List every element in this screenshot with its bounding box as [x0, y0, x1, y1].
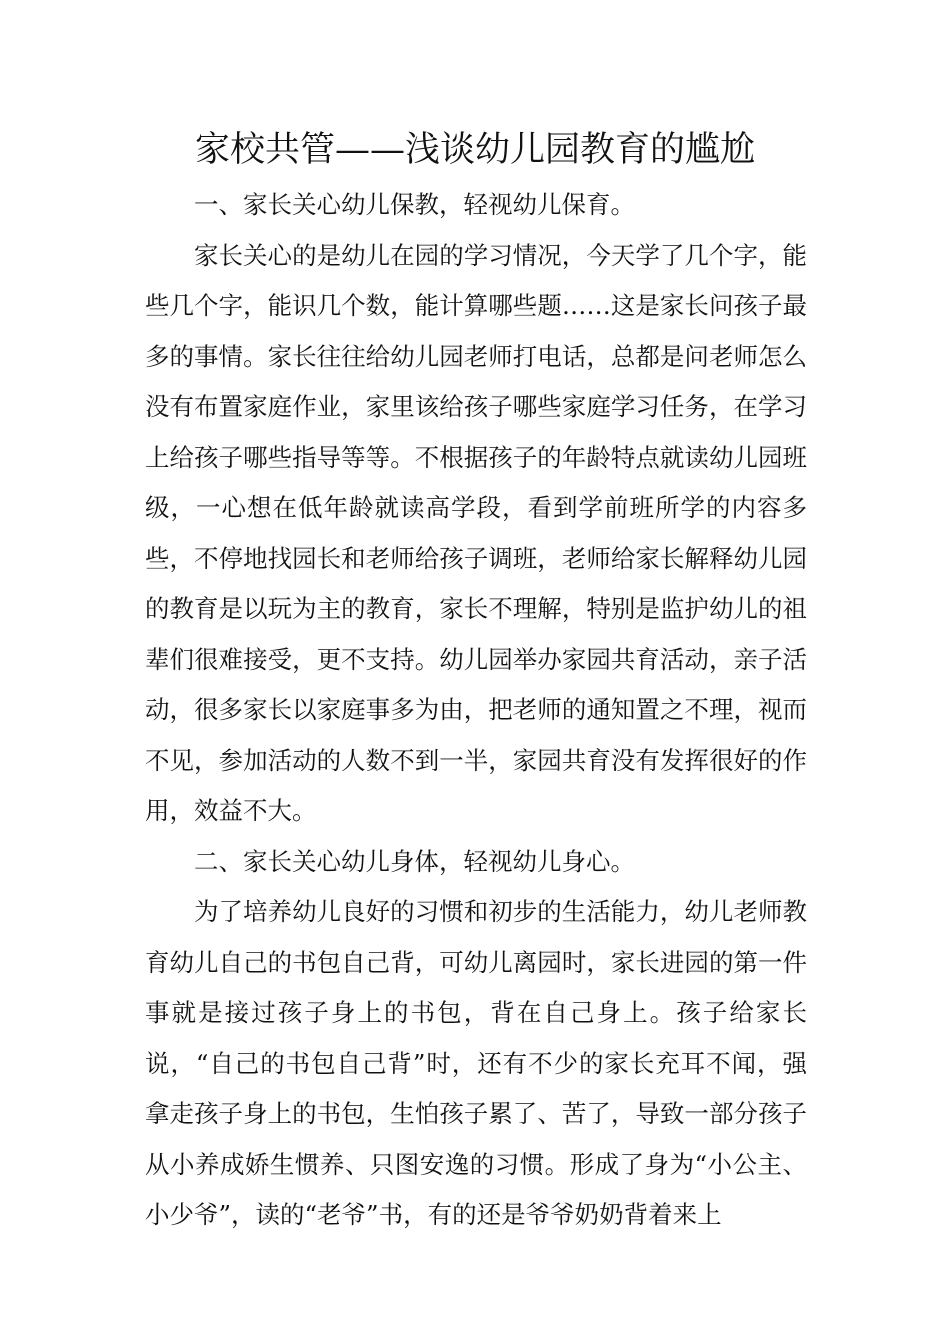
document-title: 家校共管——浅谈幼儿园教育的尴尬	[194, 130, 755, 170]
section-heading-2: 二、家长关心幼儿身体，轻视幼儿身心。	[194, 846, 635, 876]
document-body	[145, 180, 807, 1241]
section-heading-1: 一、家长关心幼儿保教，轻视幼儿保育。	[194, 190, 635, 219]
body-paragraph-1: 家长关心的是幼儿在园的学习情况，今天学了几个字，能些几个字，能识几个数，能计算哪些题……这是家长问孩子最多的事情。家长往往给幼儿园老师打电话，总都是问老师怎么没有布置家庭作业，家里该给孩子哪些家庭学习任务，在学习上给孩子哪些指导等等。不根据孩子的年龄特点就读幼儿园班级，一心想在低年龄就读高学段，看到学前班所学的内容多些，不停地找园长和老师给孩子调班，老师给家长解释幼儿园的教育是以玩为主的教育，家长不理解，特别是监护幼儿的祖辈们很难接受，更不支持。幼儿园举办家园共育活动，亲子活动，很多家长以家庭事多为由，把老师的通知置之不理，视而不见，参加活动的人数不到一半，家园共育没有发挥很好的作用，效益不大。	[145, 240, 807, 825]
body-paragraph-2: 为了培养幼儿良好的习惯和初步的生活能力，幼儿老师教育幼儿自己的书包自己背，可幼儿离园时，家长进园的第一件事就是接过孩子身上的书包，背在自己身上。孩子给家长说，“自己的书包自己背”时，还有不少的家长充耳不闻，强拿走孩子身上的书包，生怕孩子累了、苦了，导致一部分孩子从小养成娇生惯养、只图安逸的习惯。形成了身为“小公主、小少爷”，读的“老爷”书，有的还是爷爷奶奶背着来上	[145, 897, 807, 1229]
